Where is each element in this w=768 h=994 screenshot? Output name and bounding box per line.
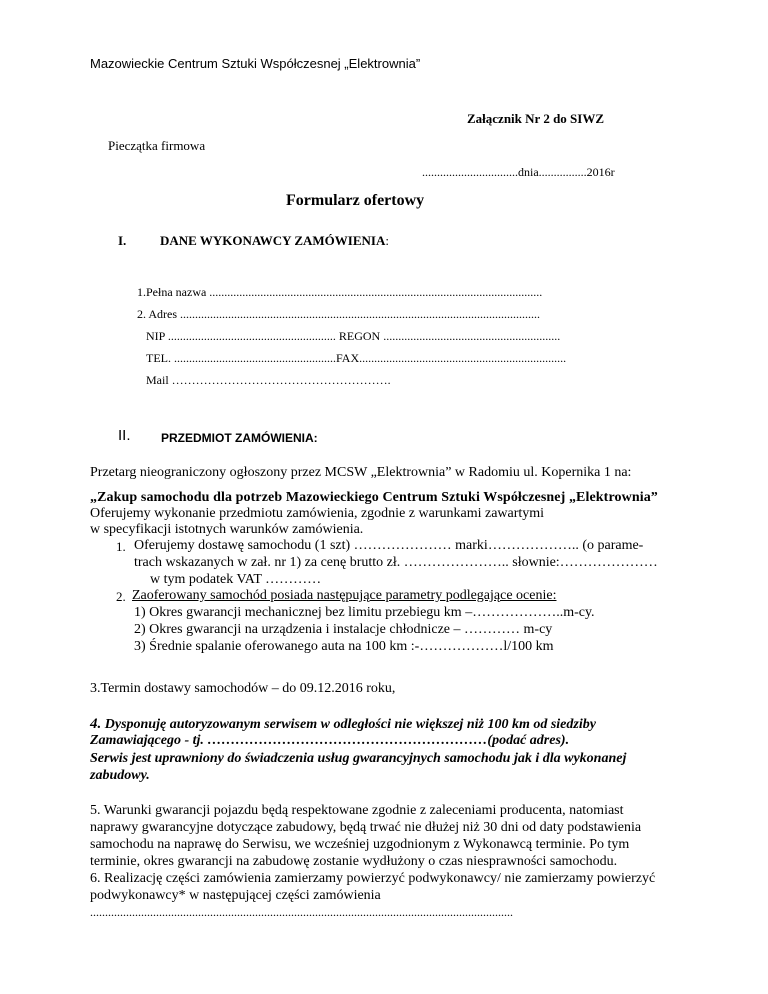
subcontract-dots: ............................................................................................................................................. (90, 905, 513, 919)
offer-line-2: w specyfikacji istotnych warunków zamówienia. (90, 522, 364, 537)
mail-field: Mail ………………………………………………. (146, 373, 391, 387)
tender-subject: „Zakup samochodu dla potrzeb Mazowieckiego Centrum Sztuki Współczesnej „Elektrownia” (90, 490, 658, 505)
warranty-line-2: naprawy gwarancyjne dotyczące zabudowy, będą trwać nie dłużej niż 30 dni od daty podstawienia (90, 820, 642, 835)
warranty-line-4: terminie, okres gwarancji na zabudowę zostanie wydłużony o czas niesprawności samochodu. (90, 854, 618, 869)
item1-line-3: w tym podatek VAT ………… (150, 572, 322, 587)
tender-intro: Przetarg nieograniczony ogłoszony przez MCSW „Elektrownia” w Radomiu ul. Kopernika 1 na: (90, 465, 632, 480)
subcontract-line-1: 6. Realizację części zamówienia zamierzamy powierzyć podwykonawcy/ nie zamierzamy powierzyć (90, 871, 656, 886)
section1-heading-colon: : (385, 233, 389, 248)
warranty-line-1 (90, 803, 682, 819)
service-line-1 (90, 716, 596, 733)
page-title: Formularz ofertowy (286, 192, 425, 209)
item1-line-2: trach wskazanych w zał. nr 1) za cenę brutto zł. ………………….. słownie:………………… (134, 555, 658, 570)
nip-regon-field: NIP ........................................................ REGON ........................................................... (146, 329, 561, 343)
service-number: 4. (90, 716, 102, 732)
attachment-label: Załącznik Nr 2 do SIWZ (467, 111, 605, 126)
param-fuel-consumption: 3) Średnie spalanie oferowanego auta na 100 km :-………………l/100 km (134, 639, 554, 654)
service-line-3: Serwis jest uprawniony do świadczenia usług gwarancyjnych samochodu jak i dla wykonanej (90, 751, 627, 766)
section2-roman: II. (118, 427, 131, 444)
offer-line-1: Oferujemy wykonanie przedmiotu zamówienia, zgodnie z warunkami zawartymi (90, 506, 545, 521)
service-line-2: Zamawiającego - tj. ……………………………………………………(podać adres). (90, 733, 570, 748)
section1-heading-text: DANE WYKONAWCY ZAMÓWIENIA (160, 233, 386, 248)
tel-fax-field: TEL. ......................................................FAX..................................................................... (146, 351, 567, 365)
stamp-label: Pieczątka firmowa (108, 138, 206, 153)
param-warranty-mechanical: 1) Okres gwarancji mechanicznej bez limitu przebiegu km –………………..m-cy. (134, 605, 595, 620)
param-warranty-cooling: 2) Okres gwarancji na urządzenia i instalacje chłodnicze – ………… m-cy (134, 622, 553, 637)
service-line-1-text: Dysponuję autoryzowanym serwisem w odległości nie większej niż 100 km od siedziby (101, 717, 596, 732)
delivery-term: 3.Termin dostawy samochodów – do 09.12.2016 roku, (90, 681, 396, 696)
item2-number: 2. (116, 589, 126, 604)
item1-number: 1. (116, 539, 126, 554)
date-line: ................................dnia................2016r (422, 165, 615, 179)
warranty-line-3: samochodu na naprawę do Serwisu, we wcześniej uzgodnionym z Wykonawcą terminie. Po tym (90, 837, 630, 852)
section1-heading (160, 233, 389, 249)
section1-roman: I. (118, 233, 127, 248)
full-name-field: 1.Pełna nazwa ............................................................................................................... (137, 285, 543, 299)
item2-text: Zaoferowany samochód posiada następujące parametry podlegające ocenie: (132, 588, 557, 603)
item1-line-1: Oferujemy dostawę samochodu (1 szt) ………………… marki……………….. (o parame- (134, 538, 644, 553)
warranty-line-1-text: 5. Warunki gwarancji pojazdu będą respektowane zgodnie z zaleceniami producenta, natomiast (90, 803, 624, 818)
service-line-4: zabudowy. (90, 768, 150, 783)
subcontract-line-2: podwykonawcy* w następującej części zamówienia (90, 888, 381, 903)
section2-heading: PRZEDMIOT ZAMÓWIENIA: (161, 431, 318, 445)
address-field: 2. Adres ........................................................................................................................ (137, 307, 540, 321)
institution-header: Mazowieckie Centrum Sztuki Współczesnej „Elektrownia” (90, 56, 421, 71)
